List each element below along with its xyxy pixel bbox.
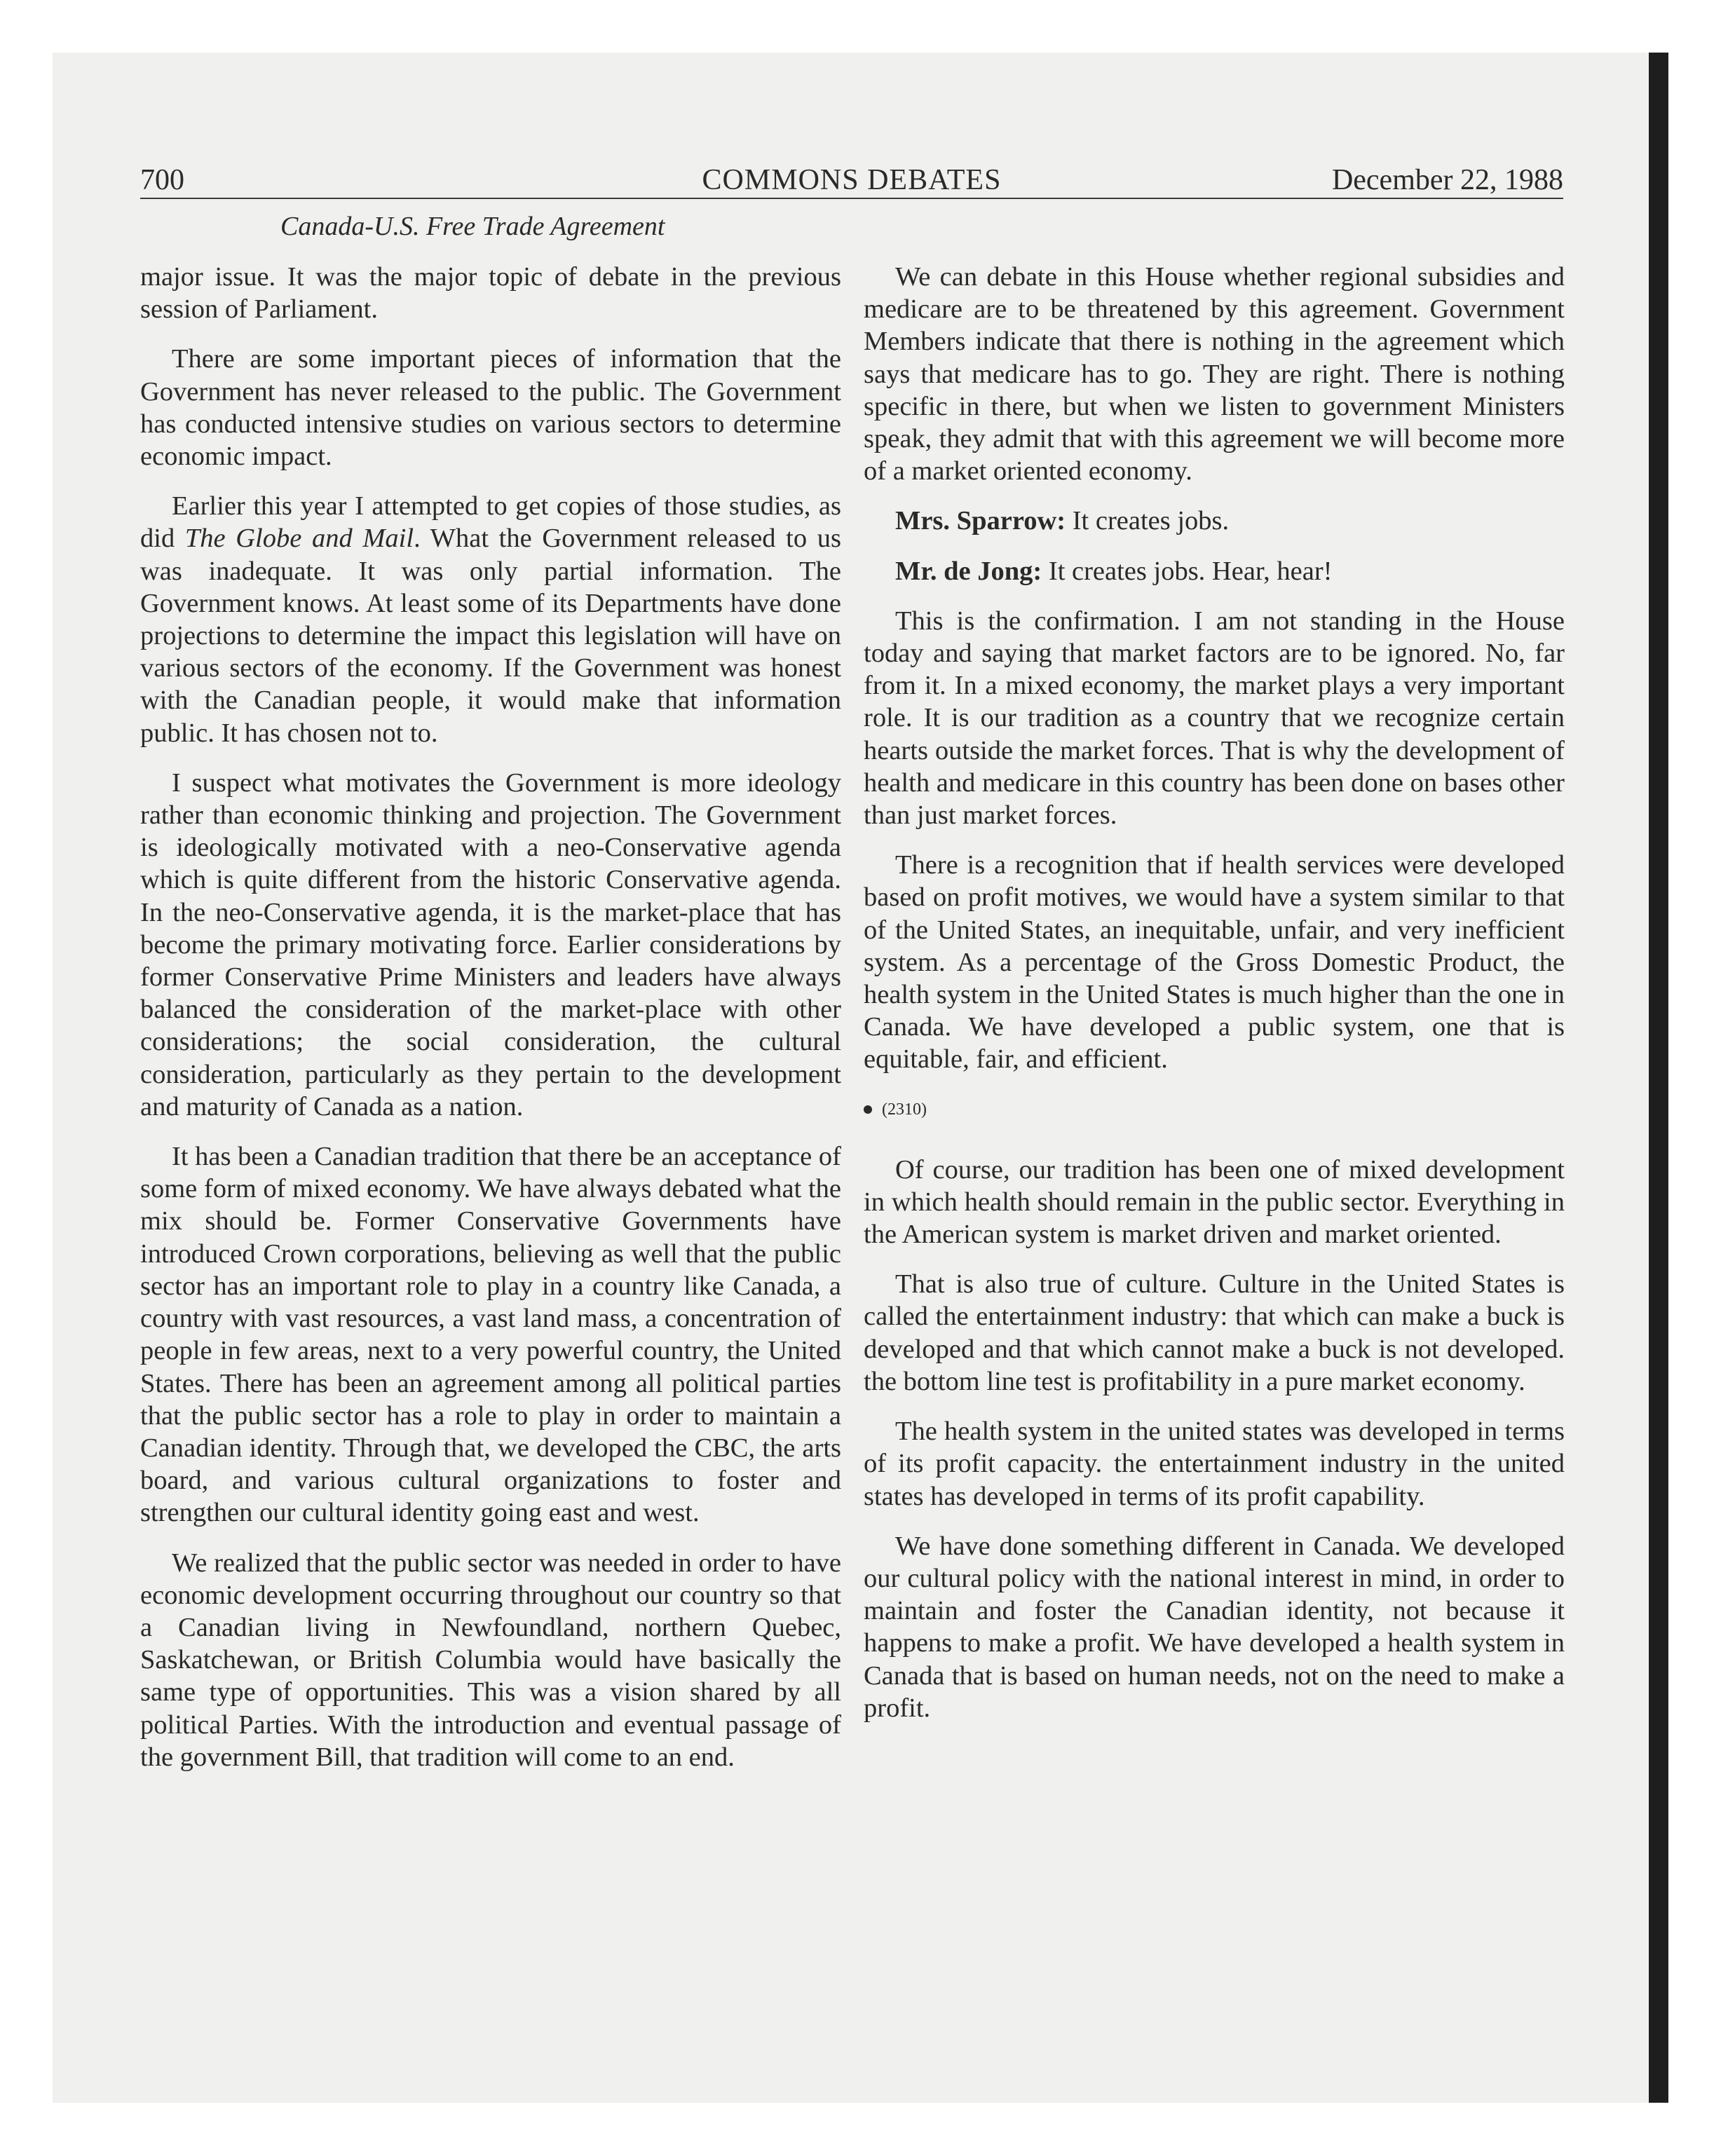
speaker-name: Mrs. Sparrow:: [895, 506, 1066, 536]
right-column: [864, 261, 1565, 1742]
paragraph-text: Earlier this year I attempted to get copies of those studies, as did: [140, 491, 841, 554]
speaker-name: Mr. de Jong:: [895, 556, 1042, 586]
paragraph: There is a recognition that if health services were developed based on profit motives, we would have a system similar to that of the United States, an inequitable, unfair, and very inefficient system. As a percentage of the Gross Domestic Product, the health system in the United States is much higher than the one in Canada. We have developed a public system, one that is equitable, fair, and efficient.: [864, 850, 1565, 1074]
paragraph: major issue. It was the major topic of debate in the previous session of Parliament.: [140, 262, 841, 325]
paragraph: We can debate in this House whether regional subsidies and medicare are to be threatened by this agreement. Government Members indicate that there is nothing in the agreement which says that medicare has to go. They are right. There is nothing specific in there, but when we listen to government Ministers speak, they admit that with this agreement we will become more of a market oriented economy.: [864, 262, 1565, 486]
paragraph: It has been a Canadian tradition that there be an acceptance of some form of mixed economy. We have always debated what the mix should be. Former Conservative Governments have introduced Crown corporations, believing as well that the public sector has an important role to play in a country like Canada, a country with vast resources, a vast land mass, a concentration of people in few areas, next to a very powerful country, the United States. There has been an agreement among all political parties that the public sector has a role to play in order to maintain a Canadian identity. Through that, we developed the CBC, the arts board, and various cultural organizations to foster and strengthen our cultural identity going east and west.: [140, 1142, 841, 1528]
paragraph: This is the confirmation. I am not standing in the House today and saying that market factors are to be ignored. No, far from it. In a mixed economy, the market plays a very important role. It is our tradition as a country that we recognize certain hearts outside the market forces. That is why the development of health and medicare in this country has been done on bases other than just market forces.: [864, 606, 1565, 831]
page-date: December 22, 1988: [1331, 164, 1563, 196]
header-rule: [140, 198, 1563, 199]
paragraph: The health system in the united states was developed in terms of its profit capacity. the entertainment industry in the united states has developed in terms of its profit capability.: [864, 1417, 1565, 1511]
running-title: Canada-U.S. Free Trade Agreement: [280, 212, 665, 241]
interjection: [864, 555, 1565, 587]
paragraph: [140, 490, 841, 749]
interjection: [864, 505, 1565, 537]
bullet-icon: [864, 1105, 872, 1114]
paragraph: We realized that the public sector was needed in order to have economic development occurring throughout our country so that a Canadian living in Newfoundland, northern Quebec, Saskatchewan, or British Columbia would have basically the same type of opportunities. This was a vision shared by all political Parties. With the introduction and eventual passage of the government Bill, that tradition will come to an end.: [140, 1548, 841, 1772]
scan-edge-shadow: [1649, 53, 1668, 2103]
paragraph: We have done something different in Canada. We developed our cultural policy with the national interest in mind, in order to maintain and foster the Canadian identity, not because it happens to make a profit. We have developed a health system in Canada that is based on human needs, not on the need to make a profit.: [864, 1531, 1565, 1723]
newspaper-title: The Globe and Mail: [184, 524, 414, 554]
paragraph: That is also true of culture. Culture in the United States is called the entertainment industry: that which can make a buck is developed and that which cannot make a buck is not developed. the bottom line test is profitability in a pure market economy.: [864, 1269, 1565, 1396]
time-marker: [864, 1093, 1565, 1126]
time-marker-text: (2310): [882, 1100, 927, 1119]
publication-title: COMMONS DEBATES: [702, 164, 1002, 196]
paragraph: Of course, our tradition has been one of mixed development in which health should remain in the public sector. Everything in the American system is market driven and market oriented.: [864, 1154, 1565, 1250]
paragraph: I suspect what motivates the Government is more ideology rather than economic thinking and projection. The Government is ideologically motivated with a neo-Conservative agenda which is quite different from the historic Conservative agenda. In the neo-Conservative agenda, it is the market-place that has become the primary motivating force. Earlier considerations by former Conservative Prime Ministers and leaders have always balanced the consideration of the market-place with other considerations; the social consideration, the cultural consideration, particularly as they pertain to the development and maturity of Canada as a nation.: [140, 767, 841, 1121]
paragraph: There are some important pieces of information that the Government has never released to the public. The Government has conducted intensive studies on various sectors to determine economic impact.: [140, 344, 841, 472]
left-column: [140, 261, 841, 1791]
page-number: 700: [140, 164, 184, 196]
interjection-text: It creates jobs.: [1066, 506, 1230, 536]
paragraph-text: . What the Government released to us was inadequate. It was only partial information. The Government knows. At least some of its Departments have done projections to determine the impact this legislation will have on various sectors of the economy. If the Government was honest with the Canadian people, it would make that information public. It has chosen not to.: [140, 524, 841, 748]
interjection-text: It creates jobs. Hear, hear!: [1042, 556, 1333, 586]
